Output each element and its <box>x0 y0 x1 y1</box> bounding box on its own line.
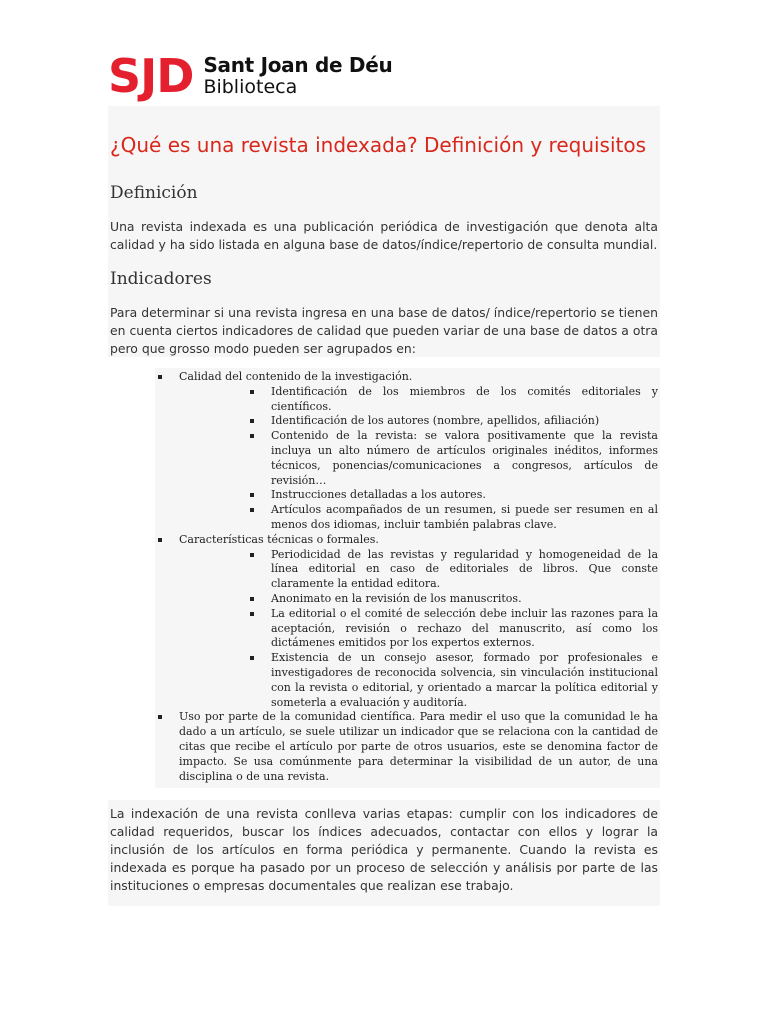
list-item: Identificación de los autores (nombre, apellidos, afiliación) <box>247 414 658 429</box>
heading-indicadores: Indicadores <box>110 269 212 289</box>
sjd-logo <box>108 49 393 103</box>
indicadores-intro: Para determinar si una revista ingresa en una base de datos/ índice/repertorio se tienen en cuenta ciertos indicadores de calidad que pueden variar de una base de datos a otra pero que grosso modo pueden ser agrupados en: <box>110 305 658 356</box>
logo-line-1: Sant Joan de Déu <box>203 53 393 77</box>
logo-line-2: Biblioteca <box>203 76 298 98</box>
list-item: Contenido de la revista: se valora positivamente que la revista incluya un alto número de artículos originales inéditos, informes técnicos, ponencias/comunicaciones a congresos, artículos de revisión… <box>247 429 658 488</box>
list-item: Existencia de un consejo asesor, formado por profesionales e investigadores de reconocida solvencia, sin vinculación institucional con la revista o editorial, y orientado a marcar la política editorial y someterla a evaluación y auditoría. <box>247 651 658 710</box>
sub-list <box>247 548 658 711</box>
list-item: Identificación de los miembros de los comités editoriales y científicos. <box>247 385 658 415</box>
list-item: Instrucciones detalladas a los autores. <box>247 488 658 503</box>
sub-list <box>247 385 658 533</box>
page-title: ¿Qué es una revista indexada? Definición y requisitos <box>110 133 647 157</box>
list-item: Uso por parte de la comunidad científica. Para medir el uso que la comunidad le ha dado a un artículo, se suele utilizar un indicador que se relaciona con la cantidad de citas que recibe el artículo por parte de otros usuarios, este se denomina factor de impacto. Se usa comúnmente para determinar la visibilidad de un autor, de una disciplina o de una revista. <box>155 710 658 784</box>
logo-text <box>203 54 392 98</box>
list-item: Calidad del contenido de la investigación. <box>155 370 658 385</box>
indicadores-list <box>155 370 658 784</box>
closing-text: La indexación de una revista conlleva varias etapas: cumplir con los indicadores de calidad requeridos, buscar los índices adecuados, contactar con ellos y lograr la inclusión de los artículos en forma periódica y permanente. Cuando la revista es indexada es porque ha pasado por un proceso de selección y análisis por parte de las instituciones o empresas documentales que realizan ese trabajo. <box>110 806 658 893</box>
logo-mark: SJD <box>108 49 194 103</box>
list-item: Artículos acompañados de un resumen, si puede ser resumen en al menos dos idiomas, incluir también palabras clave. <box>247 503 658 533</box>
list-item: Características técnicas o formales. <box>155 533 658 548</box>
list-item: Anonimato en la revisión de los manuscritos. <box>247 592 658 607</box>
list-item: La editorial o el comité de selección debe incluir las razones para la aceptación, revisión o rechazo del manuscrito, así como los dictámenes emitidos por los expertos externos. <box>247 607 658 651</box>
heading-definicion: Definición <box>110 183 198 203</box>
list-item: Periodicidad de las revistas y regularidad y homogeneidad de la línea editorial en caso de editoriales de libros. Que conste claramente la entidad editora. <box>247 548 658 592</box>
definicion-text: Una revista indexada es una publicación periódica de investigación que denota alta calidad y ha sido listada en alguna base de datos/índice/repertorio de consulta mundial. <box>110 219 658 252</box>
